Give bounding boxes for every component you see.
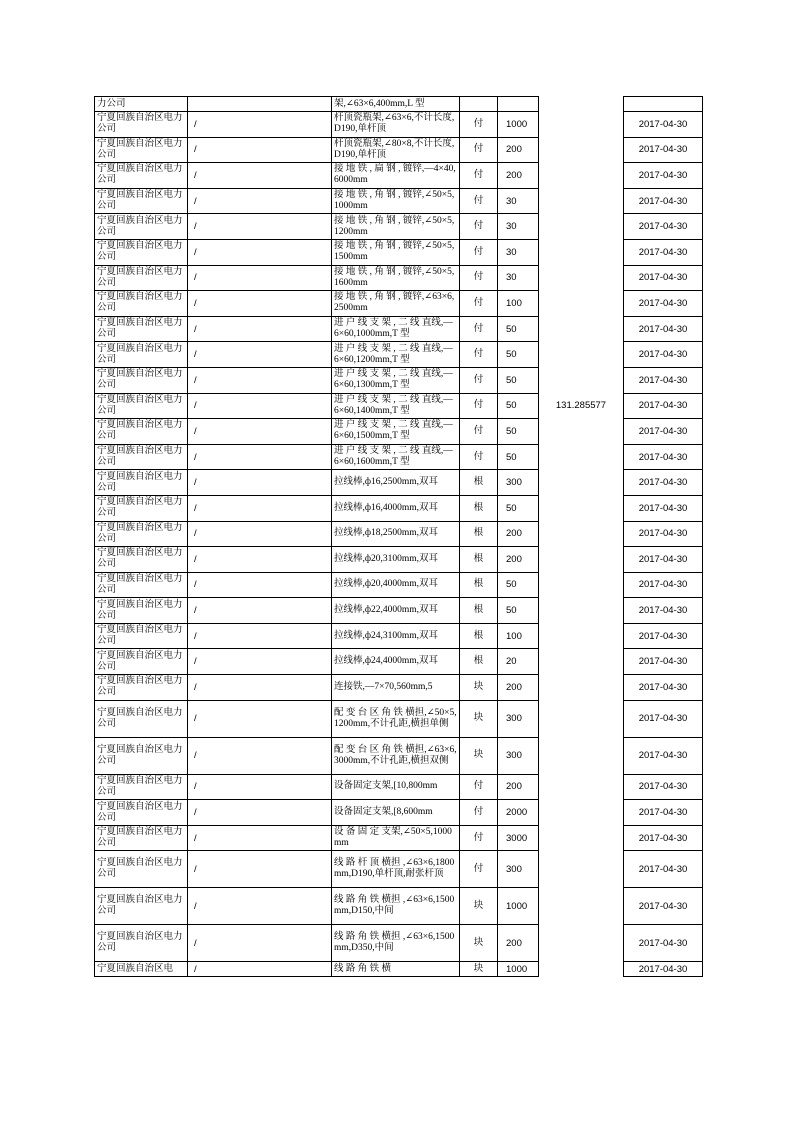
cell-quantity: 300 — [498, 851, 539, 888]
cell-note — [539, 737, 624, 774]
cell-date: 2017-04-30 — [624, 495, 703, 521]
cell-unit: 根 — [460, 598, 498, 624]
cell-quantity: 30 — [498, 239, 539, 265]
cell-note — [539, 342, 624, 368]
cell-note — [539, 112, 624, 138]
cell-note — [539, 547, 624, 573]
cell-date — [624, 97, 703, 112]
cell-plan: / — [188, 547, 332, 573]
cell-description: 线 路 角 铁 横担 ,∠63×6,1500mm,D350,中间 — [332, 925, 460, 962]
cell-date: 2017-04-30 — [624, 572, 703, 598]
cell-plan: / — [188, 521, 332, 547]
cell-date: 2017-04-30 — [624, 700, 703, 737]
cell-plan: / — [188, 675, 332, 701]
cell-quantity: 200 — [498, 675, 539, 701]
cell-company: 宁夏回族自治区电力公司 — [95, 737, 188, 774]
cell-note — [539, 188, 624, 214]
cell-quantity: 200 — [498, 774, 539, 800]
cell-note — [539, 291, 624, 317]
cell-date: 2017-04-30 — [624, 342, 703, 368]
cell-quantity: 300 — [498, 737, 539, 774]
cell-date: 2017-04-30 — [624, 825, 703, 851]
cell-unit: 付 — [460, 163, 498, 189]
cell-unit: 付 — [460, 393, 498, 419]
cell-date: 2017-04-30 — [624, 598, 703, 624]
cell-plan: / — [188, 888, 332, 925]
cell-company: 宁夏回族自治区电力公司 — [95, 342, 188, 368]
cell-plan: / — [188, 572, 332, 598]
table-row — [95, 367, 703, 393]
cell-plan: / — [188, 265, 332, 291]
table-row — [95, 163, 703, 189]
cell-company: 宁夏回族自治区电 — [95, 962, 188, 977]
table-row — [95, 675, 703, 701]
cell-date: 2017-04-30 — [624, 925, 703, 962]
cell-company: 宁夏回族自治区电力公司 — [95, 239, 188, 265]
cell-date: 2017-04-30 — [624, 214, 703, 240]
cell-company: 宁夏回族自治区电力公司 — [95, 137, 188, 163]
cell-description: 接 地 铁 , 扁 钢 , 镀锌,—4×40,6000mm — [332, 163, 460, 189]
cell-company: 宁夏回族自治区电力公司 — [95, 521, 188, 547]
cell-company: 宁夏回族自治区电力公司 — [95, 623, 188, 649]
cell-unit: 付 — [460, 214, 498, 240]
cell-plan: / — [188, 495, 332, 521]
cell-note — [539, 521, 624, 547]
table-row — [95, 291, 703, 317]
cell-description: 架,∠63×6,400mm,L 型 — [332, 97, 460, 112]
cell-unit: 块 — [460, 675, 498, 701]
cell-date: 2017-04-30 — [624, 851, 703, 888]
cell-unit: 根 — [460, 547, 498, 573]
cell-quantity: 30 — [498, 214, 539, 240]
cell-quantity: 50 — [498, 393, 539, 419]
cell-company: 力公司 — [95, 97, 188, 112]
cell-quantity: 200 — [498, 521, 539, 547]
cell-plan: / — [188, 393, 332, 419]
cell-unit: 付 — [460, 419, 498, 445]
table-row — [95, 851, 703, 888]
cell-note — [539, 925, 624, 962]
cell-plan: / — [188, 239, 332, 265]
cell-quantity: 30 — [498, 188, 539, 214]
cell-description: 设 备 固 定 支架,∠50×5,1000mm — [332, 825, 460, 851]
cell-note — [539, 572, 624, 598]
cell-plan: / — [188, 623, 332, 649]
cell-description: 进 户 线 支 架 , 二 线 直线,—6×60,1200mm,T 型 — [332, 342, 460, 368]
cell-description: 进 户 线 支 架 , 二 线 直线,—6×60,1300mm,T 型 — [332, 367, 460, 393]
cell-plan: / — [188, 649, 332, 675]
cell-company: 宁夏回族自治区电力公司 — [95, 547, 188, 573]
cell-plan: / — [188, 851, 332, 888]
cell-company: 宁夏回族自治区电力公司 — [95, 419, 188, 445]
cell-unit: 块 — [460, 737, 498, 774]
cell-date: 2017-04-30 — [624, 470, 703, 496]
cell-description: 接 地 铁 , 角 钢 , 镀锌,∠50×5,1200mm — [332, 214, 460, 240]
cell-unit — [460, 97, 498, 112]
cell-plan: / — [188, 825, 332, 851]
cell-unit: 付 — [460, 291, 498, 317]
cell-quantity: 200 — [498, 547, 539, 573]
cell-date: 2017-04-30 — [624, 316, 703, 342]
cell-company: 宁夏回族自治区电力公司 — [95, 291, 188, 317]
table-row — [95, 925, 703, 962]
cell-unit: 根 — [460, 623, 498, 649]
cell-description: 线 路 角 铁 横 — [332, 962, 460, 977]
cell-note — [539, 470, 624, 496]
table-row — [95, 495, 703, 521]
cell-description: 拉线棒,ф24,3100mm,双耳 — [332, 623, 460, 649]
cell-plan: / — [188, 291, 332, 317]
cell-plan: / — [188, 962, 332, 977]
cell-description: 接 地 铁 , 角 钢 , 镀锌,∠50×5,1600mm — [332, 265, 460, 291]
cell-date: 2017-04-30 — [624, 291, 703, 317]
cell-date: 2017-04-30 — [624, 962, 703, 977]
cell-unit: 付 — [460, 316, 498, 342]
cell-quantity: 50 — [498, 367, 539, 393]
cell-description: 连接铁,—7×70,560mm,5 — [332, 675, 460, 701]
cell-unit: 付 — [460, 239, 498, 265]
cell-quantity: 30 — [498, 265, 539, 291]
cell-company: 宁夏回族自治区电力公司 — [95, 316, 188, 342]
cell-note — [539, 962, 624, 977]
cell-quantity: 50 — [498, 598, 539, 624]
cell-note — [539, 239, 624, 265]
cell-plan: / — [188, 316, 332, 342]
cell-note — [539, 265, 624, 291]
table-row — [95, 649, 703, 675]
cell-quantity: 1000 — [498, 112, 539, 138]
cell-date: 2017-04-30 — [624, 649, 703, 675]
cell-quantity: 50 — [498, 419, 539, 445]
table-row — [95, 188, 703, 214]
cell-quantity: 50 — [498, 444, 539, 470]
cell-company: 宁夏回族自治区电力公司 — [95, 675, 188, 701]
cell-description: 进 户 线 支 架 , 二 线 直线,—6×60,1600mm,T 型 — [332, 444, 460, 470]
cell-date: 2017-04-30 — [624, 774, 703, 800]
cell-company: 宁夏回族自治区电力公司 — [95, 800, 188, 826]
cell-company: 宁夏回族自治区电力公司 — [95, 598, 188, 624]
cell-date: 2017-04-30 — [624, 367, 703, 393]
cell-description: 接 地 铁 , 角 钢 , 镀锌,∠50×5,1000mm — [332, 188, 460, 214]
cell-quantity: 1000 — [498, 888, 539, 925]
cell-note — [539, 598, 624, 624]
cell-quantity: 50 — [498, 572, 539, 598]
cell-plan: / — [188, 737, 332, 774]
cell-plan: / — [188, 342, 332, 368]
cell-unit: 根 — [460, 521, 498, 547]
table-row — [95, 572, 703, 598]
cell-date: 2017-04-30 — [624, 800, 703, 826]
cell-description: 拉线棒,ф16,2500mm,双耳 — [332, 470, 460, 496]
cell-company: 宁夏回族自治区电力公司 — [95, 700, 188, 737]
cell-description: 拉线棒,ф22,4000mm,双耳 — [332, 598, 460, 624]
cell-description: 进 户 线 支 架 , 二 线 直线,—6×60,1000mm,T 型 — [332, 316, 460, 342]
cell-note — [539, 851, 624, 888]
cell-quantity: 100 — [498, 623, 539, 649]
cell-company: 宁夏回族自治区电力公司 — [95, 774, 188, 800]
cell-plan: / — [188, 700, 332, 737]
cell-quantity: 50 — [498, 342, 539, 368]
cell-company: 宁夏回族自治区电力公司 — [95, 495, 188, 521]
cell-description: 设备固定支架,[10,800mm — [332, 774, 460, 800]
cell-quantity: 200 — [498, 137, 539, 163]
cell-note — [539, 888, 624, 925]
cell-date: 2017-04-30 — [624, 547, 703, 573]
cell-company: 宁夏回族自治区电力公司 — [95, 265, 188, 291]
cell-note — [539, 444, 624, 470]
cell-quantity: 100 — [498, 291, 539, 317]
cell-company: 宁夏回族自治区电力公司 — [95, 825, 188, 851]
cell-date: 2017-04-30 — [624, 623, 703, 649]
cell-date: 2017-04-30 — [624, 137, 703, 163]
table-row — [95, 800, 703, 826]
table-row — [95, 112, 703, 138]
cell-plan: / — [188, 163, 332, 189]
cell-date: 2017-04-30 — [624, 188, 703, 214]
cell-date: 2017-04-30 — [624, 265, 703, 291]
cell-description: 拉线棒,ф16,4000mm,双耳 — [332, 495, 460, 521]
table-row — [95, 774, 703, 800]
cell-company: 宁夏回族自治区电力公司 — [95, 925, 188, 962]
cell-description: 线 路 角 铁 横担 ,∠63×6,1500mm,D150,中间 — [332, 888, 460, 925]
cell-company: 宁夏回族自治区电力公司 — [95, 214, 188, 240]
cell-date: 2017-04-30 — [624, 888, 703, 925]
cell-date: 2017-04-30 — [624, 737, 703, 774]
cell-description: 拉线棒,ф20,4000mm,双耳 — [332, 572, 460, 598]
cell-date: 2017-04-30 — [624, 239, 703, 265]
table-row — [95, 700, 703, 737]
cell-company: 宁夏回族自治区电力公司 — [95, 649, 188, 675]
cell-quantity: 50 — [498, 495, 539, 521]
cell-plan: / — [188, 444, 332, 470]
cell-quantity: 2000 — [498, 800, 539, 826]
cell-description: 线 路 杆 顶 横担 ,∠63×6,1800mm,D190,单杆顶,耐张杆顶 — [332, 851, 460, 888]
cell-company: 宁夏回族自治区电力公司 — [95, 888, 188, 925]
table-row — [95, 962, 703, 977]
cell-description: 设备固定支架,[8,600mm — [332, 800, 460, 826]
cell-company: 宁夏回族自治区电力公司 — [95, 367, 188, 393]
cell-note — [539, 97, 624, 112]
cell-note — [539, 367, 624, 393]
cell-company: 宁夏回族自治区电力公司 — [95, 163, 188, 189]
cell-note — [539, 419, 624, 445]
cell-unit: 块 — [460, 925, 498, 962]
procurement-table — [94, 96, 703, 977]
cell-quantity: 1000 — [498, 962, 539, 977]
cell-company: 宁夏回族自治区电力公司 — [95, 851, 188, 888]
cell-description: 配 变 台 区 角 铁 横担,∠50×5,1200mm,不计孔距,横担单侧 — [332, 700, 460, 737]
cell-plan: / — [188, 419, 332, 445]
cell-quantity: 200 — [498, 163, 539, 189]
cell-unit: 付 — [460, 851, 498, 888]
cell-date: 2017-04-30 — [624, 393, 703, 419]
cell-note — [539, 495, 624, 521]
cell-unit: 块 — [460, 888, 498, 925]
cell-date: 2017-04-30 — [624, 675, 703, 701]
cell-unit: 付 — [460, 112, 498, 138]
cell-unit: 付 — [460, 265, 498, 291]
table-row — [95, 888, 703, 925]
cell-note — [539, 675, 624, 701]
cell-description: 拉线棒,ф20,3100mm,双耳 — [332, 547, 460, 573]
cell-quantity: 300 — [498, 700, 539, 737]
cell-note — [539, 214, 624, 240]
cell-unit: 付 — [460, 774, 498, 800]
cell-description: 配 变 台 区 角 铁 横担,∠63×6,3000mm,不计孔距,横担双侧 — [332, 737, 460, 774]
table-row — [95, 137, 703, 163]
cell-plan: / — [188, 774, 332, 800]
cell-quantity: 50 — [498, 316, 539, 342]
cell-plan: / — [188, 800, 332, 826]
cell-plan — [188, 97, 332, 112]
cell-date: 2017-04-30 — [624, 419, 703, 445]
cell-company: 宁夏回族自治区电力公司 — [95, 393, 188, 419]
cell-description: 接 地 铁 , 角 钢 , 镀锌,∠50×5,1500mm — [332, 239, 460, 265]
table-row — [95, 623, 703, 649]
cell-description: 杆顶瓷瓶架,∠80×8,不计长度,D190,单杆顶 — [332, 137, 460, 163]
cell-unit: 付 — [460, 188, 498, 214]
table-row — [95, 316, 703, 342]
cell-description: 杆顶瓷瓶架,∠63×6,不计长度,D190,单杆顶 — [332, 112, 460, 138]
cell-unit: 付 — [460, 800, 498, 826]
table-row — [95, 214, 703, 240]
cell-quantity: 200 — [498, 925, 539, 962]
cell-date: 2017-04-30 — [624, 112, 703, 138]
table-row — [95, 521, 703, 547]
cell-plan: / — [188, 367, 332, 393]
table-row — [95, 265, 703, 291]
cell-unit: 块 — [460, 962, 498, 977]
cell-quantity — [498, 97, 539, 112]
cell-plan: / — [188, 470, 332, 496]
cell-company: 宁夏回族自治区电力公司 — [95, 572, 188, 598]
cell-plan: / — [188, 598, 332, 624]
cell-note — [539, 649, 624, 675]
cell-plan: / — [188, 188, 332, 214]
cell-plan: / — [188, 112, 332, 138]
cell-date: 2017-04-30 — [624, 163, 703, 189]
cell-company: 宁夏回族自治区电力公司 — [95, 444, 188, 470]
cell-plan: / — [188, 214, 332, 240]
cell-date: 2017-04-30 — [624, 521, 703, 547]
table-row — [95, 239, 703, 265]
table-row — [95, 444, 703, 470]
cell-company: 宁夏回族自治区电力公司 — [95, 112, 188, 138]
table-row — [95, 825, 703, 851]
table-row — [95, 547, 703, 573]
cell-unit: 根 — [460, 649, 498, 675]
cell-date: 2017-04-30 — [624, 444, 703, 470]
cell-unit: 付 — [460, 342, 498, 368]
cell-note — [539, 825, 624, 851]
cell-unit: 付 — [460, 367, 498, 393]
cell-company: 宁夏回族自治区电力公司 — [95, 188, 188, 214]
cell-note — [539, 700, 624, 737]
cell-unit: 付 — [460, 825, 498, 851]
cell-quantity: 20 — [498, 649, 539, 675]
table-row — [95, 737, 703, 774]
cell-description: 接 地 铁 , 角 钢 , 镀锌,∠63×6,2500mm — [332, 291, 460, 317]
cell-unit: 付 — [460, 444, 498, 470]
table-row — [95, 470, 703, 496]
cell-note — [539, 623, 624, 649]
cell-note — [539, 774, 624, 800]
cell-note — [539, 163, 624, 189]
cell-description: 拉线棒,ф18,2500mm,双耳 — [332, 521, 460, 547]
cell-note — [539, 137, 624, 163]
cell-description: 拉线棒,ф24,4000mm,双耳 — [332, 649, 460, 675]
table-row — [95, 97, 703, 112]
cell-note — [539, 316, 624, 342]
cell-unit: 块 — [460, 700, 498, 737]
cell-unit: 根 — [460, 495, 498, 521]
cell-plan: / — [188, 137, 332, 163]
cell-quantity: 300 — [498, 470, 539, 496]
cell-note — [539, 800, 624, 826]
table-row — [95, 419, 703, 445]
cell-quantity: 3000 — [498, 825, 539, 851]
cell-note: 131.285577 — [539, 393, 624, 419]
cell-unit: 根 — [460, 572, 498, 598]
table-row — [95, 393, 703, 419]
cell-description: 进 户 线 支 架 , 二 线 直线,—6×60,1500mm,T 型 — [332, 419, 460, 445]
table-row — [95, 342, 703, 368]
cell-unit: 付 — [460, 137, 498, 163]
cell-plan: / — [188, 925, 332, 962]
table-row — [95, 598, 703, 624]
cell-unit: 根 — [460, 470, 498, 496]
cell-company: 宁夏回族自治区电力公司 — [95, 470, 188, 496]
cell-description: 进 户 线 支 架 , 二 线 直线,—6×60,1400mm,T 型 — [332, 393, 460, 419]
